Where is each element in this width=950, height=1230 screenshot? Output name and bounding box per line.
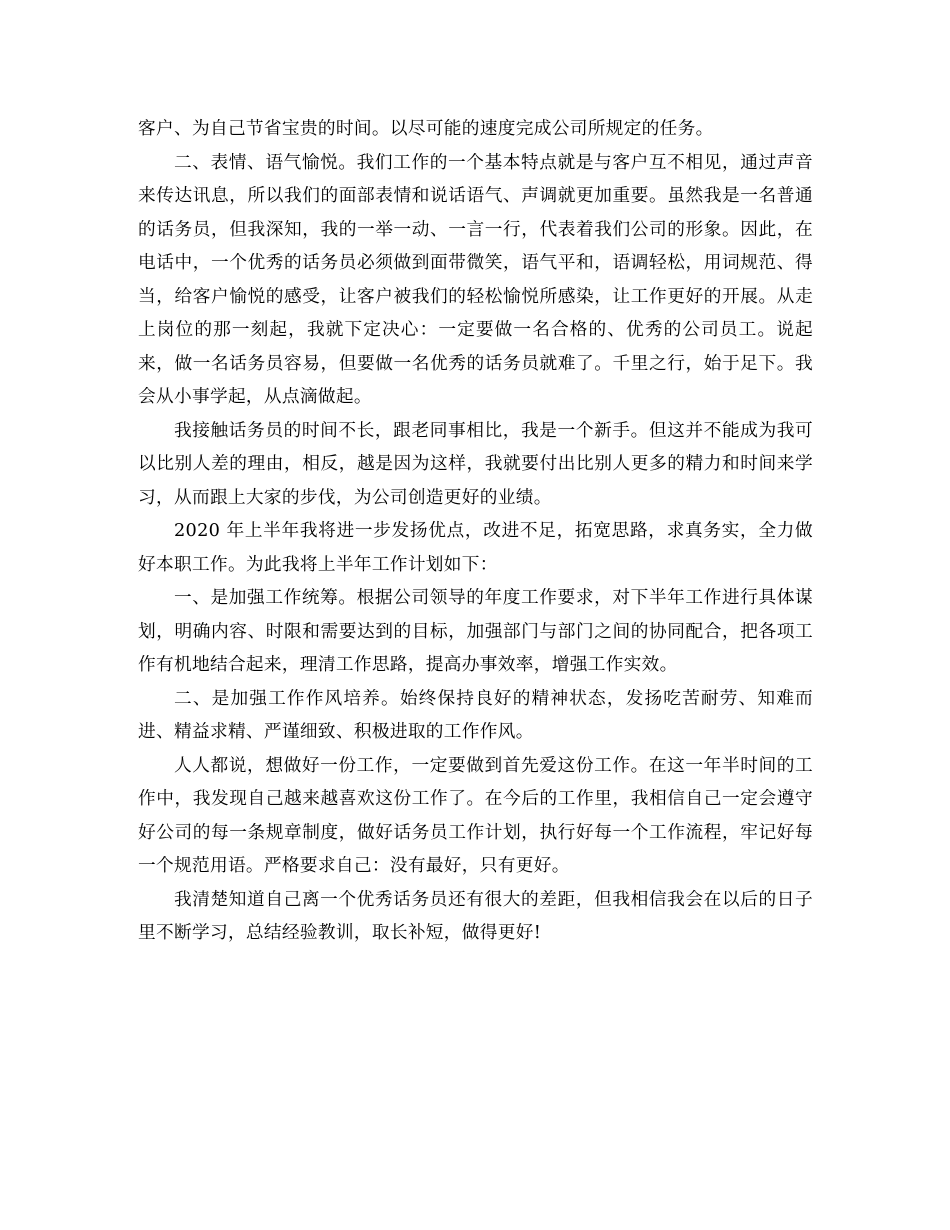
paragraph-4: 2020 年上半年我将进一步发扬优点，改进不足，拓宽思路，求真务实，全力做好本职工作。为此我将上半年工作计划如下： bbox=[138, 521, 813, 575]
paragraph-8: 我清楚知道自己离一个优秀话务员还有很大的差距，但我相信我会在以后的日子里不断学习，总结经验教训，取长补短，做得更好! bbox=[138, 889, 813, 943]
paragraph-6: 二、是加强工作作风培养。始终保持良好的精神状态，发扬吃苦耐劳、知难而进、精益求精、严谨细致、积极进取的工作作风。 bbox=[138, 688, 813, 742]
paragraph-3: 我接触话务员的时间不长，跟老同事相比，我是一个新手。但这并不能成为我可以比别人差的理由，相反，越是因为这样，我就要付出比别人更多的精力和时间来学习，从而跟上大家的步伐，为公司创造更好的业绩。 bbox=[138, 420, 813, 508]
document-page bbox=[138, 113, 813, 951]
paragraph-5: 一、是加强工作统筹。根据公司领导的年度工作要求，对下半年工作进行具体谋划，明确内容、时限和需要达到的目标，加强部门与部门之间的协同配合，把各项工作有机地结合起来，理清工作思路，提高办事效率，增强工作实效。 bbox=[138, 588, 813, 675]
paragraph-2: 二、表情、语气愉悦。我们工作的一个基本特点就是与客户互不相见，通过声音来传达讯息，所以我们的面部表情和说话语气、声调就更加重要。虽然我是一名普通的话务员，但我深知，我的一举一动、一言一行，代表着我们公司的形象。因此，在电话中，一个优秀的话务员必须做到面带微笑，语气平和，语调轻松，用词规范、得当，给客户愉悦的感受，让客户被我们的轻松愉悦所感染，让工作更好的开展。从走上岗位的那一刻起，我就下定决心：一定要做一名合格的、优秀的公司员工。说起来，做一名话务员容易，但要做一名优秀的话务员就难了。千里之行，始于足下。我会从小事学起，从点滴做起。 bbox=[138, 152, 813, 407]
paragraph-7: 人人都说，想做好一份工作，一定要做到首先爱这份工作。在这一年半时间的工作中，我发现自己越来越喜欢这份工作了。在今后的工作里，我相信自己一定会遵守好公司的每一条规章制度，做好话务员工作计划，执行好每一个工作流程，牢记好每一个规范用语。严格要求自己：没有最好，只有更好。 bbox=[138, 755, 813, 876]
paragraph-1: 客户、为自己节省宝贵的时间。以尽可能的速度完成公司所规定的任务。 bbox=[138, 119, 714, 139]
